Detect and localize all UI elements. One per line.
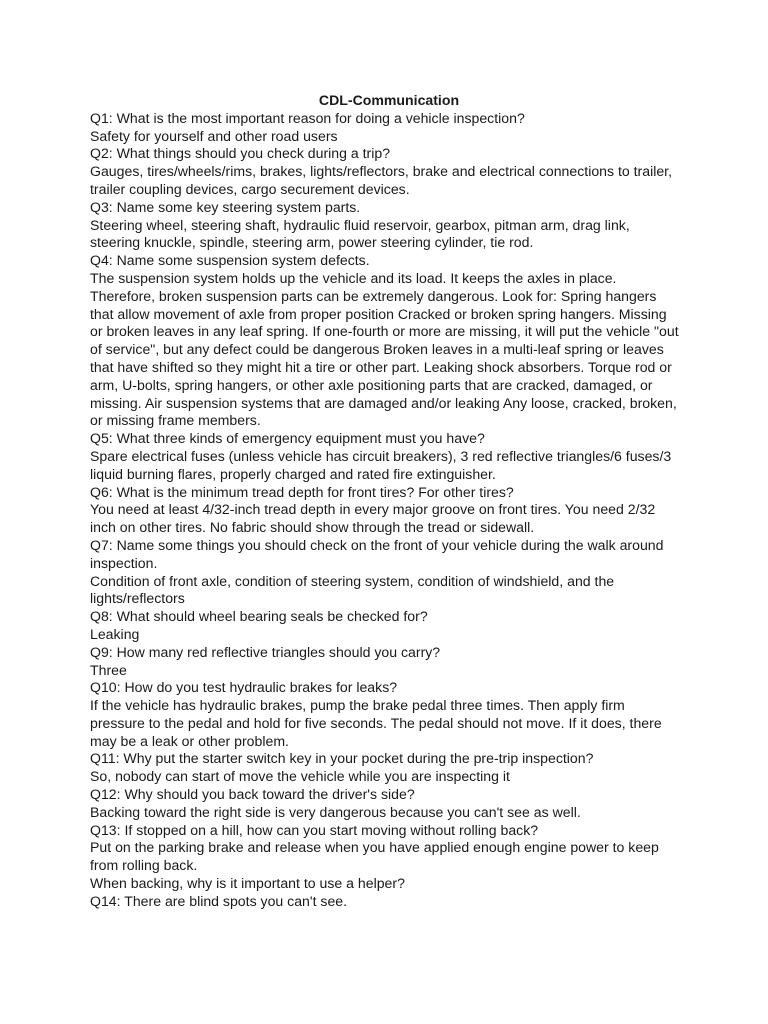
question-9: Q9: How many red reflective triangles should you carry? — [90, 643, 441, 660]
answer-6: You need at least 4/32-inch tread depth in every major groove on front tires. You need 2/32 inch on other tires. No fabric should show through the tread or sidewall. — [90, 501, 656, 536]
question-11: Q11: Why put the starter switch key in your pocket during the pre-trip inspection? — [90, 750, 594, 767]
question-6: Q6: What is the minimum tread depth for front tires? For other tires? — [90, 483, 514, 500]
answer-8: Leaking — [90, 625, 140, 642]
question-4: Q4: Name some suspension system defects. — [90, 252, 370, 269]
question-8: Q8: What should wheel bearing seals be checked for? — [90, 608, 428, 625]
question-10: Q10: How do you test hydraulic brakes for leaks? — [90, 679, 398, 696]
answer-4: The suspension system holds up the vehicle and its load. It keeps the axles in place. Therefore, broken suspension parts can be extremely dangerous. Look for: Spring hangers that allow movement of axle from proper position Cracked or broken spring hangers. Missing or broken leaves in any leaf spring. If one-fourth or more are missing, it will put the vehicle "out of service", but any defect could be dangerous Broken leaves in a multi-leaf spring or leaves that have shifted so they might hit a tire or other part. Leaking shock absorbers. Torque rod or arm, U-bolts, spring hangers, or other axle positioning parts that are cracked, damaged, or missing. Air suspension systems that are damaged and/or leaking Any loose, cracked, broken, or missing frame members. — [90, 269, 679, 429]
answer-1: Safety for yourself and other road users — [90, 127, 338, 144]
question-12: Q12: Why should you back toward the driver's side? — [90, 786, 415, 803]
answer-3: Steering wheel, steering shaft, hydraulic fluid reservoir, gearbox, pitman arm, drag link, steering knuckle, spindle, steering arm, power steering cylinder, tie rod. — [90, 216, 630, 251]
question-13: Q13: If stopped on a hill, how can you start moving without rolling back? — [90, 821, 539, 838]
answer-11: So, nobody can start of move the vehicle while you are inspecting it — [90, 768, 510, 785]
question-5: Q5: What three kinds of emergency equipment must you have? — [90, 430, 485, 447]
answer-9: Three — [90, 661, 127, 678]
answer-10: If the vehicle has hydraulic brakes, pump the brake pedal three times. Then apply firm pressure to the pedal and hold for five seconds. The pedal should not move. If it does, there may be a leak or other problem. — [90, 697, 662, 749]
question-3: Q3: Name some key steering system parts. — [90, 198, 361, 215]
question-backing-helper: When backing, why is it important to use a helper? — [90, 875, 405, 892]
question-7: Q7: Name some things you should check on the front of your vehicle during the walk around inspection. — [90, 536, 664, 571]
question-1: Q1: What is the most important reason for doing a vehicle inspection? — [90, 109, 525, 126]
answer-13: Put on the parking brake and release when you have applied enough engine power to keep from rolling back. — [90, 839, 659, 874]
answer-5: Spare electrical fuses (unless vehicle has circuit breakers), 3 red reflective triangles/6 fuses/3 liquid burning flares, properly charged and rated fire extinguisher. — [90, 447, 672, 482]
answer-2: Gauges, tires/wheels/rims, brakes, lights/reflectors, brake and electrical connections to trailer, trailer coupling devices, cargo securement devices. — [90, 163, 673, 197]
question-2: Q2: What things should you check during a trip? — [90, 145, 391, 162]
document-body — [90, 92, 680, 911]
document-title: CDL-Communication — [318, 92, 460, 108]
answer-7: Condition of front axle, condition of steering system, condition of windshield, and the lights/reflectors — [90, 572, 615, 607]
answer-12: Backing toward the right side is very dangerous because you can't see as well. — [90, 803, 581, 820]
question-14: Q14: There are blind spots you can't see. — [90, 892, 348, 909]
